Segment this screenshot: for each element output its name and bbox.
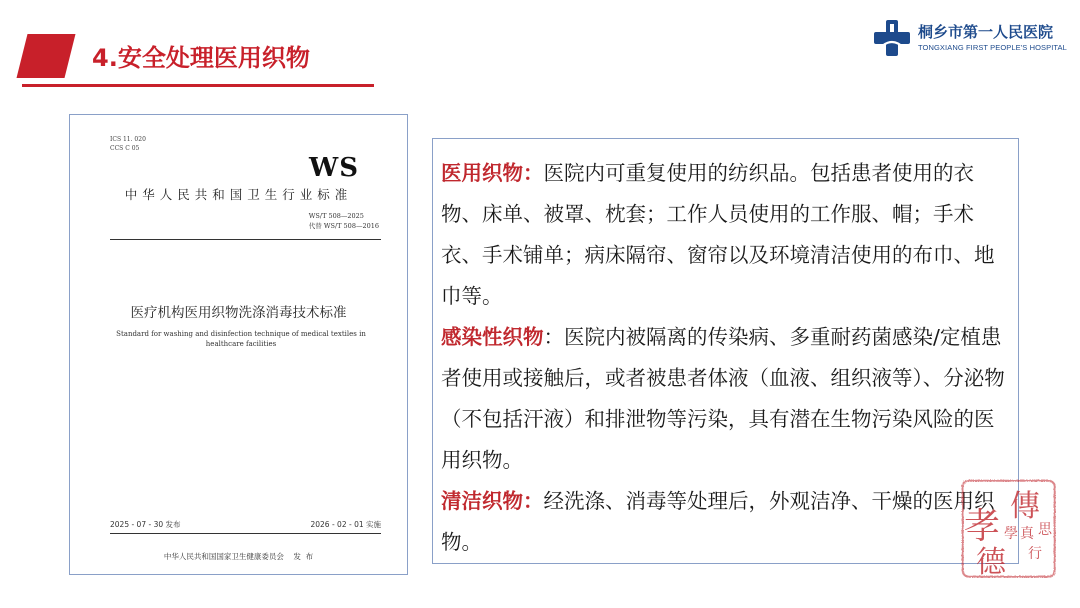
svg-text:傳: 傳 (1010, 489, 1040, 524)
calligraphy-seal (958, 476, 1058, 580)
definitions-text (441, 153, 1009, 563)
definition-body: 医院内可重复使用的纺织品。包括患者使用的衣物、床单、被罩、枕套；工作人员使用的工作服、帽；手术衣、手术铺单；病床隔帘、窗帘以及环境清洁使用的布巾、地巾等。 (441, 161, 995, 308)
definition-term: 清洁织物： (441, 489, 544, 513)
document-title-cn: 医疗机构医用织物洗涤消毒技术标准 (130, 305, 347, 321)
cover-divider-top (110, 239, 381, 240)
definition-term: 感染性织物 (441, 325, 544, 349)
standard-number-block (309, 211, 379, 231)
document-classification (110, 135, 146, 153)
definition-clean-textiles (441, 481, 1009, 563)
slide-title: 4.安全处理医用织物 (92, 44, 310, 72)
definition-term: 医用织物： (441, 161, 544, 185)
ccs-code: CCS C 05 (110, 145, 140, 152)
standard-number: WS/T 508—2025 (308, 212, 364, 220)
title-underline (22, 84, 374, 87)
svg-text:學: 學 (1004, 526, 1018, 542)
hospital-logo (872, 18, 1067, 58)
svg-text:德: 德 (976, 545, 1006, 580)
definition-medical-textiles (441, 153, 1009, 317)
issuing-authority: 中华人民共和国国家卫生健康委员会 发 布 (163, 552, 314, 561)
definition-body: ：医院内被隔离的传染病、多重耐药菌感染/定植患者使用或接触后，或者被患者体液（血液、组织液等）、分泌物（不包括汗液）和排泄物等污染，具有潜在生物污染风险的医用织物。 (441, 325, 1005, 472)
standard-document-cover (69, 114, 408, 575)
implement-date: 2026 - 02 - 01 实施 (310, 520, 381, 529)
publish-date: 2025 - 07 - 30 发布 (110, 520, 181, 529)
ics-code: ICS 11. 020 (110, 136, 146, 143)
hospital-name-en: TONGXIANG FIRST PEOPLE'S HOSPITAL (918, 43, 1067, 52)
title-accent-shape (17, 34, 76, 78)
definition-infectious-textiles (441, 317, 1009, 481)
svg-text:孝: 孝 (964, 506, 1001, 547)
svg-text:思: 思 (1038, 522, 1052, 538)
replaced-standard: 代替 WS/T 508—2016 (308, 222, 379, 230)
standard-category: 中华人民共和国卫生行业标准 (124, 187, 353, 202)
definitions-box (432, 138, 1019, 564)
definition-body: 经洗涤、消毒等处理后，外观洁净、干燥的医用织物。 (441, 489, 995, 554)
document-title-en: Standard for washing and disinfection technique of medical textiles in healthcare facilities (116, 330, 366, 348)
hospital-name: 桐乡市第一人民医院 (918, 23, 1054, 41)
standard-code-mark: WS (309, 153, 359, 183)
svg-text:行: 行 (1028, 546, 1042, 562)
cover-divider-bottom (110, 533, 381, 534)
hospital-cross-icon (872, 18, 912, 58)
svg-text:真: 真 (1020, 526, 1034, 542)
